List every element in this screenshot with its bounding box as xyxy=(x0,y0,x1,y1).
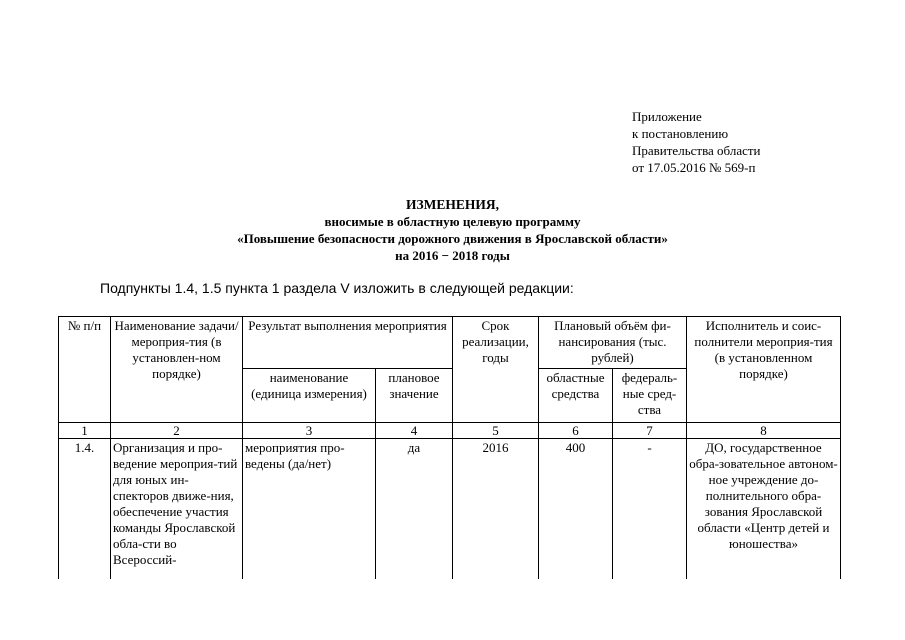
appendix-line: Приложение xyxy=(632,109,702,124)
header-cell-funding-regional: областные средства xyxy=(539,369,613,423)
header-cell-result-name: наименование (единица измерения) xyxy=(243,369,376,423)
appendix-line: от 17.05.2016 № 569-п xyxy=(632,160,756,175)
row-executor: ДО, государственное обра-зовательное автоном-ное учреждение до-полнительного обра-зования Ярославской области «Центр детей и юношества» xyxy=(687,439,841,579)
appendix-block xyxy=(632,108,761,176)
header-cell-funding: Плановый объём фи-нансирования (тыс. рублей) xyxy=(539,317,687,369)
header-cell-number: № п/п xyxy=(59,317,111,423)
column-number: 8 xyxy=(687,423,841,439)
title-heading: ИЗМЕНЕНИЯ, xyxy=(405,197,499,212)
column-number: 5 xyxy=(453,423,539,439)
row-federal-funding: - xyxy=(613,439,687,579)
header-row xyxy=(59,317,841,369)
row-number: 1.4. xyxy=(59,439,111,579)
intro-paragraph: Подпункты 1.4, 1.5 пункта 1 раздела V изложить в следующей редакции: xyxy=(100,280,574,296)
column-numbers-row xyxy=(59,423,841,439)
document-title xyxy=(0,196,905,264)
column-number: 1 xyxy=(59,423,111,439)
row-regional-funding: 400 xyxy=(539,439,613,579)
header-cell-executor: Исполнитель и соис-полнители мероприя-тия (в установленном порядке) xyxy=(687,317,841,423)
header-cell-funding-federal: федераль-ные сред-ства xyxy=(613,369,687,423)
title-line: вносимые в областную целевую программу xyxy=(324,214,581,229)
column-number: 4 xyxy=(376,423,453,439)
row-task-name: Организация и про-ведение мероприя-тий для юных ин-спекторов движе-ния, обеспечение участия команды Ярославской обла-сти во Всероссий- xyxy=(111,439,243,579)
title-line: «Повышение безопасности дорожного движения в Ярославской области» xyxy=(237,231,668,246)
column-number: 2 xyxy=(111,423,243,439)
row-result-name: мероприятия про-ведены (да/нет) xyxy=(243,439,376,579)
row-term: 2016 xyxy=(453,439,539,579)
column-number: 3 xyxy=(243,423,376,439)
header-cell-term: Срок реализации, годы xyxy=(453,317,539,423)
header-cell-name: Наименование задачи/ мероприя-тия (в установлен-ном порядке) xyxy=(111,317,243,423)
header-cell-result-value: плановое значение xyxy=(376,369,453,423)
column-number: 7 xyxy=(613,423,687,439)
table-row xyxy=(59,439,841,579)
program-table xyxy=(58,316,841,579)
row-result-value: да xyxy=(376,439,453,579)
header-cell-result: Результат выполнения мероприятия xyxy=(243,317,453,369)
appendix-line: к постановлению xyxy=(632,126,729,141)
appendix-line: Правительства области xyxy=(632,143,761,158)
column-number: 6 xyxy=(539,423,613,439)
title-line: на 2016 − 2018 годы xyxy=(395,248,510,263)
